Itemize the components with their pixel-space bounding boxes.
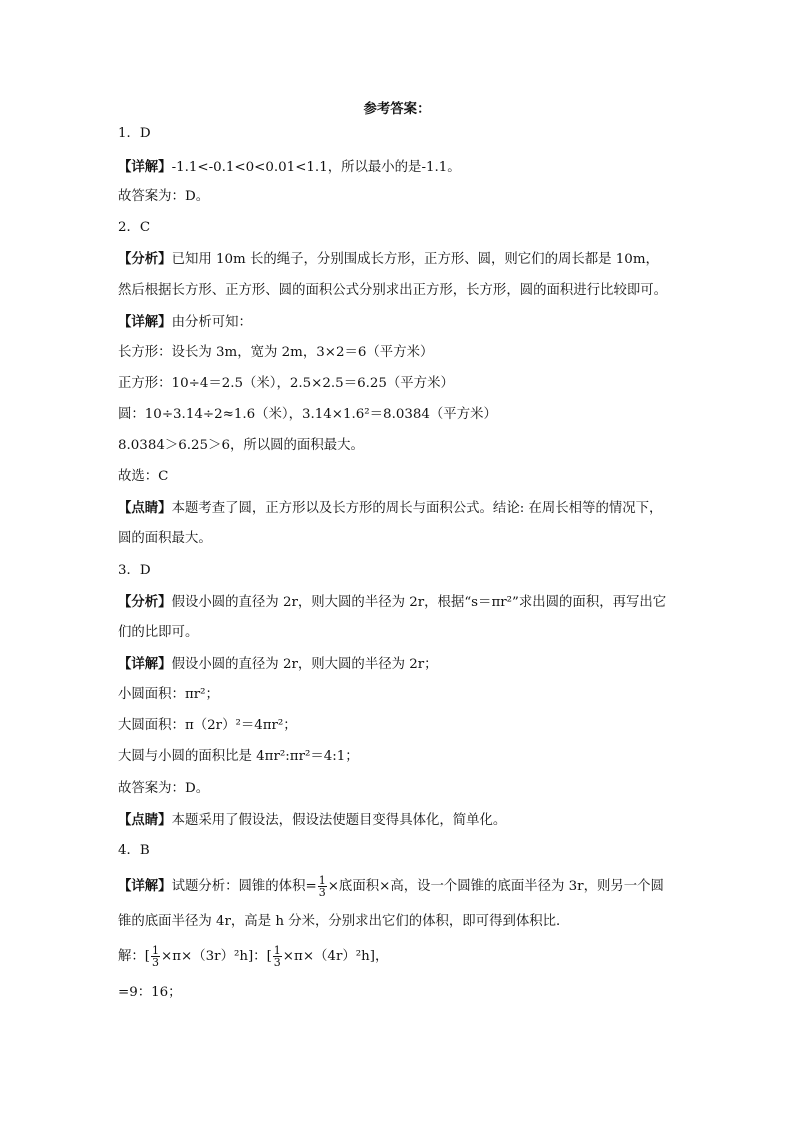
answer-3-comment: 【点睛】本题采用了假设法，假设法使题目变得具体化，简单化。 bbox=[118, 812, 507, 828]
answer-2-analysis: 【分析】已知用 10m 长的绳子，分别围成长方形，正方形、圆，则它们的周长都是 10m， bbox=[118, 251, 659, 267]
answer-3-detail: 【详解】假设小圆的直径为 2r，则大圆的半径为 2r； bbox=[118, 656, 438, 672]
answer-4-result: =9：16； bbox=[118, 985, 182, 1000]
fraction-one-third: $\frac{1}{3}$ bbox=[152, 945, 160, 969]
answer-2-rectangle: 长方形：设长为 3m，宽为 2m，3×2＝6（平方米） bbox=[118, 345, 434, 360]
answer-2-comment: 【点睛】本题考查了圆，正方形以及长方形的周长与面积公式。结论: 在周长相等的情况下， bbox=[118, 500, 663, 516]
answer-3-big-circle: 大圆面积：π（2r）²＝4πr²； bbox=[118, 718, 297, 733]
answer-3-analysis: 【分析】假设小圆的直径为 2r，则大圆的半径为 2r，根据“s＝πr²”求出圆的面积，再写出它 bbox=[118, 594, 667, 610]
answer-3-small-circle: 小圆面积：πr²； bbox=[118, 687, 219, 702]
answer-2-compare: 8.0384＞6.25＞6，所以圆的面积最大。 bbox=[118, 438, 364, 453]
answer-4-detail: 【详解】试题分析：圆锥的体积= $\frac{1}{3}$ ×底面积×高，设一个圆锥的底面半径为 3r，则另一个圆 bbox=[118, 874, 664, 899]
fraction-one-third: $\frac{1}{3}$ bbox=[318, 874, 326, 899]
answer-4-solution: 解：[ $\frac{1}{3}$ ×π×（3r）²h]：[ $\frac{1}{3}$ ×π×（4r）²h]， bbox=[118, 945, 389, 969]
answer-3-choice: 3．D bbox=[118, 563, 151, 578]
fraction-one-third: $\frac{1}{3}$ bbox=[273, 945, 281, 969]
answer-3-conclusion: 故答案为：D。 bbox=[118, 781, 210, 796]
answer-2-choice: 2．C bbox=[118, 220, 151, 235]
answer-1-detail: 【详解】-1.1<-0.1<0<0.01<1.1，所以最小的是-1.1。 bbox=[118, 159, 461, 175]
page-title: 参考答案： bbox=[363, 101, 431, 117]
answer-4-detail-cont: 锥的底面半径为 4r，高是 h 分米，分别求出它们的体积，即可得到体积比． bbox=[118, 914, 570, 929]
answer-3-analysis-cont: 们的比即可。 bbox=[118, 625, 199, 640]
answer-4-choice: 4．B bbox=[118, 843, 150, 858]
answer-2-detail: 【详解】由分析可知： bbox=[118, 314, 252, 330]
answer-2-comment-cont: 圆的面积最大。 bbox=[118, 531, 212, 546]
answer-2-square: 正方形：10÷4＝2.5（米），2.5×2.5＝6.25（平方米） bbox=[118, 376, 454, 391]
answer-1-choice: 1．D bbox=[118, 126, 151, 141]
answer-2-analysis-cont: 然后根据长方形、正方形、圆的面积公式分别求出正方形，长方形，圆的面积进行比较即可。 bbox=[118, 283, 668, 298]
answer-3-ratio: 大圆与小圆的面积比是 4πr²:πr²＝4:1； bbox=[118, 749, 359, 764]
answer-2-circle: 圆：10÷3.14÷2≈1.6（米），3.14×1.6²＝8.0384（平方米） bbox=[118, 407, 497, 422]
answer-2-conclusion: 故选：C bbox=[118, 469, 169, 484]
answer-1-conclusion: 故答案为：D。 bbox=[118, 189, 210, 204]
